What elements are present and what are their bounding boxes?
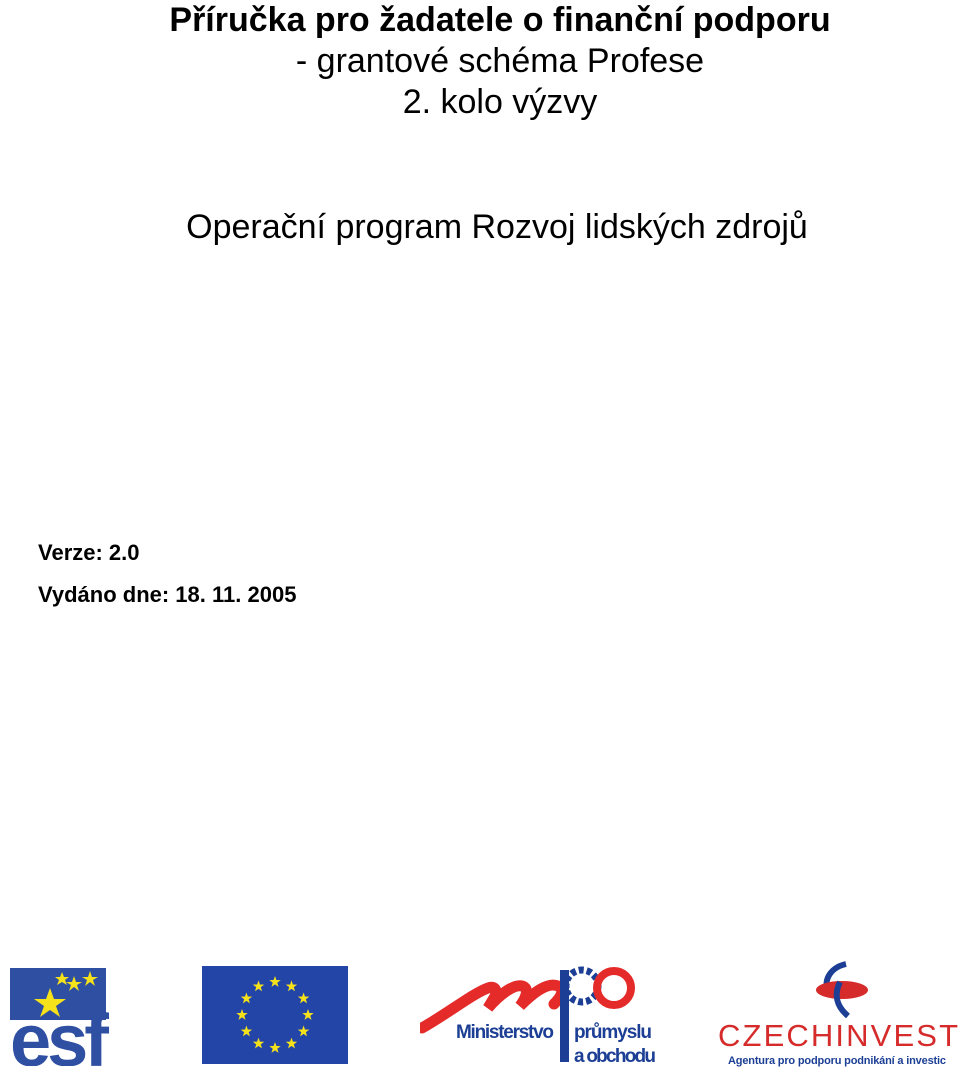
esf-text: esf — [10, 999, 105, 1066]
document-meta — [38, 532, 296, 616]
logo-strip — [0, 960, 960, 1074]
mpo-line-3: a obchodu — [574, 1046, 656, 1067]
issue-date: Vydáno dne: 18. 11. 2005 — [38, 582, 297, 607]
title-line-3: 2. kolo výzvy — [402, 83, 598, 121]
program-name: Operační program Rozvoj lidských zdrojů — [186, 208, 808, 246]
title-line-1: Příručka pro žadatele o finanční podporu — [169, 1, 831, 39]
czechinvest-name: CZECHINVEST — [718, 1018, 958, 1053]
czechinvest-logo — [716, 960, 960, 1070]
eu-flag-logo — [202, 966, 348, 1064]
document-title — [0, 0, 960, 123]
mpo-logo — [420, 964, 660, 1068]
mpo-line-1: Ministerstvo — [456, 1022, 554, 1043]
version-label: Verze: 2.0 — [38, 540, 140, 565]
esf-logo — [10, 968, 146, 1066]
czechinvest-tagline: Agentura pro podporu podnikání a investic — [728, 1055, 946, 1067]
title-line-2: - grantové schéma Profese — [295, 42, 705, 80]
mpo-line-2: průmyslu — [574, 1022, 652, 1043]
